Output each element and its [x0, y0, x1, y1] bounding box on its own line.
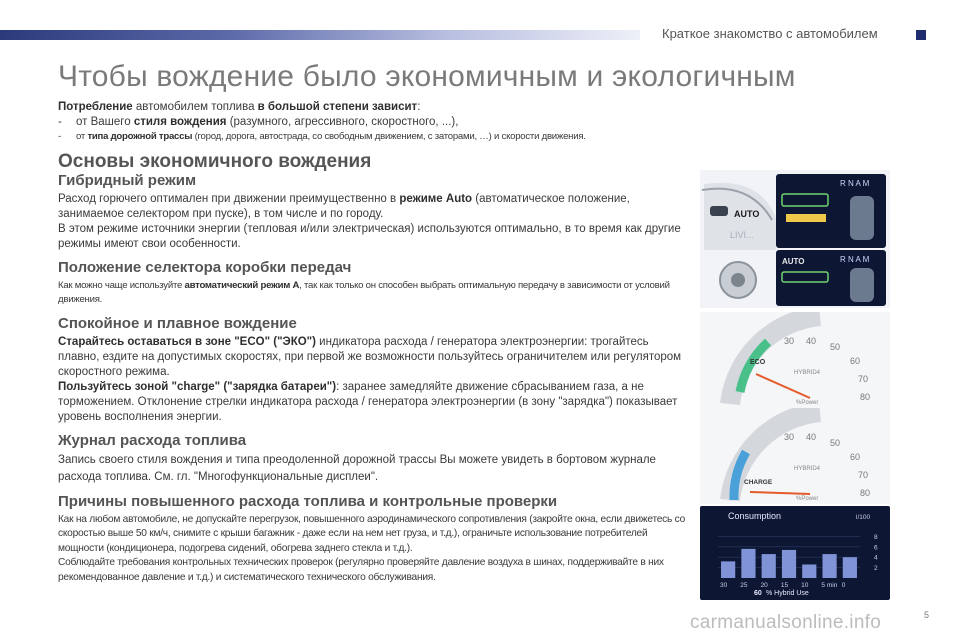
chart-bar	[762, 554, 776, 578]
gear-indicator: R N A M	[840, 255, 870, 264]
reasons-p1: Как на любом автомобиле, не допускайте перегрузок, повышенного аэродинамического сопротивления (закройте окна, если движетесь со скоростью выше 50 км/ч, снимите с крыши багажник - даже если на нем нет груза, и т.д.), ограничьте использование потребителей мощности (кондиционера, подогрева сидений, обогрева заднего стекла и т.д.).	[58, 513, 686, 554]
y-tick-label: 2	[874, 565, 878, 573]
smooth-p1-bold: Старайтесь оставаться в зоне "ECO" ("ЭКО")	[58, 335, 316, 348]
intro-item-2	[58, 130, 690, 145]
car-top-view-icon	[850, 196, 874, 240]
chapter-title: Краткое знакомство с автомобилем	[662, 26, 878, 41]
charge-gauge-figure	[700, 408, 890, 504]
journal-text: Запись своего стиля вождения и типа преодоленной дорожной трассы Вы можете увидеть в бортовом журнале расхода топлива. См. гл. "Многофункциональные дисплеи".	[58, 453, 656, 483]
chart-bar	[782, 550, 796, 578]
car-top-view-icon	[850, 268, 874, 302]
gearbox-title: Положение селектора коробки передач	[58, 258, 352, 276]
y-tick-label: 6	[874, 544, 878, 552]
hybrid-p1	[58, 192, 690, 222]
intro-lead: Потребление	[58, 101, 133, 113]
item2-pre: от	[76, 131, 88, 142]
reasons-title: Причины повышенного расхода топлива и контрольные проверки	[58, 492, 558, 510]
eco-gauge-figure	[700, 312, 890, 408]
reasons-p2: Соблюдайте требования контрольных технических проверок (регулярно проверяйте давление воздуха в шинах, поддерживайте в них рекомендованное давление и т.д.) и систематического технического обслуживания.	[58, 557, 664, 583]
page-number: 5	[924, 610, 930, 620]
item2-bold: типа дорожной трассы	[87, 131, 193, 142]
x-tick-label: 30	[720, 582, 728, 589]
selector-knob-icon	[710, 206, 728, 216]
tick-label: 40	[806, 432, 817, 442]
gear-selector-figure-1	[700, 170, 890, 252]
energy-flow-bar	[786, 214, 826, 222]
section-title: Основы экономичного вождения	[58, 150, 372, 172]
chart-unit: l/100	[856, 514, 871, 521]
tick-label: 70	[858, 470, 869, 480]
bullet-dash: -	[58, 116, 62, 128]
tick-label: 50	[830, 438, 841, 448]
tick-label: 30	[784, 336, 795, 346]
hybrid-use-label: % Hybrid Use	[766, 590, 809, 597]
header-marker	[916, 30, 926, 40]
selector-dial-center	[731, 273, 745, 287]
x-tick-label: 10	[801, 582, 809, 589]
chart-bar	[721, 561, 735, 578]
brand-label: HYBRID4	[794, 466, 821, 472]
intro-line	[58, 100, 690, 115]
consumption-chart	[700, 506, 890, 600]
y-tick-label: 8	[874, 533, 878, 541]
page-title: Чтобы вождение было экономичным и экологичным	[58, 60, 796, 93]
hybrid-p1-pre: Расход горючего оптимален при движении преимущественно в	[58, 192, 400, 205]
x-tick-label: 25	[740, 582, 748, 589]
tick-label: 60	[850, 356, 861, 366]
gear-selector-figure-2	[700, 250, 890, 308]
hybrid-p2: В этом режиме источники энергии (тепловая и/или электрическая) используются оптимально, в то время как другие режимы имеют свои особенности.	[58, 222, 681, 250]
journal-title: Журнал расхода топлива	[58, 431, 247, 449]
smooth-p2-post: : заранее замедляйте движение сбрасыванием газа, а не торможением. Отклонение стрелки индикатора расхода / генератора электроэнергии (в зону "зарядка") показывает уровень восполнения энергии.	[58, 380, 678, 423]
tick-label: 40	[806, 336, 817, 346]
hybrid-title: Гибридный режим	[58, 171, 197, 189]
x-tick-label: 0	[841, 582, 846, 589]
chart-bar	[802, 564, 816, 578]
eco-zone-label: ECO	[750, 359, 766, 366]
tick-label: 80	[860, 392, 871, 402]
charge-zone-label: CHARGE	[744, 479, 773, 486]
x-tick-label: 20	[760, 582, 768, 589]
x-tick-label: 5 min	[821, 582, 838, 589]
watermark: carmanualsonline.info	[690, 612, 882, 633]
chart-bar	[741, 549, 755, 578]
gearbox-bold: автоматический режим A	[184, 279, 300, 291]
intro-post: :	[417, 101, 421, 113]
smooth-title: Спокойное и плавное вождение	[58, 314, 297, 332]
auto-label: AUTO	[782, 257, 805, 266]
gearbox-post: , так как только он способен выбрать оптимальную передачу в зависимости от условий движения.	[58, 279, 670, 305]
item1-post: (разумного, агрессивного, скоростного, ...),	[226, 116, 459, 128]
item1-bold: стиля вождения	[133, 116, 227, 128]
gear-indicator: R N A M	[840, 179, 870, 188]
gearbox-text	[58, 279, 690, 308]
intro-item-1	[58, 115, 690, 130]
chart-bar	[822, 554, 836, 578]
hybrid-p1-bold: режиме Auto	[399, 192, 473, 205]
intro-mid: автомобилем топлива	[132, 101, 258, 113]
hybrid-use-value: 60	[754, 590, 762, 597]
auto-label: AUTO	[734, 209, 760, 219]
partial-label: LIVI...	[730, 230, 754, 240]
smooth-p1-post: индикатора расхода / генератора электроэнергии: трогайтесь плавно, ездите на допустимых скоростях, при первой же возможности пользуйтесь ограничителем или регулятором скоростного режима.	[58, 335, 682, 378]
tick-label: 30	[784, 432, 795, 442]
hybrid-p1-post: (автоматическое положение, занимаемое селектором при пуске), в том числе и по городу.	[58, 192, 630, 220]
item2-post: (город, дорога, автострада, со свободным движением, с заторами, …) и скорости движения.	[192, 131, 586, 142]
y-tick-label: 4	[874, 554, 878, 562]
item1-pre: от Вашего	[76, 116, 134, 128]
smooth-p2	[58, 380, 690, 425]
tick-label: 70	[858, 374, 869, 384]
power-label: %Power	[796, 400, 819, 406]
chart-title: Consumption	[728, 511, 782, 521]
bullet-dash: -	[58, 131, 61, 142]
chart-bar	[843, 557, 857, 578]
x-tick-label: 15	[780, 582, 789, 589]
tick-label: 50	[830, 342, 841, 352]
brand-label: HYBRID4	[794, 370, 821, 376]
smooth-p1	[58, 335, 690, 380]
power-label: %Power	[796, 496, 819, 502]
gearbox-pre: Как можно чаще используйте	[58, 279, 185, 291]
intro-bold: в большой степени зависит	[257, 101, 418, 113]
header-bar	[0, 30, 640, 40]
smooth-p2-bold: Пользуйтесь зоной "charge" ("зарядка батареи")	[58, 380, 337, 393]
main-content	[58, 100, 690, 585]
tick-label: 60	[850, 452, 861, 462]
tick-label: 80	[860, 488, 871, 498]
